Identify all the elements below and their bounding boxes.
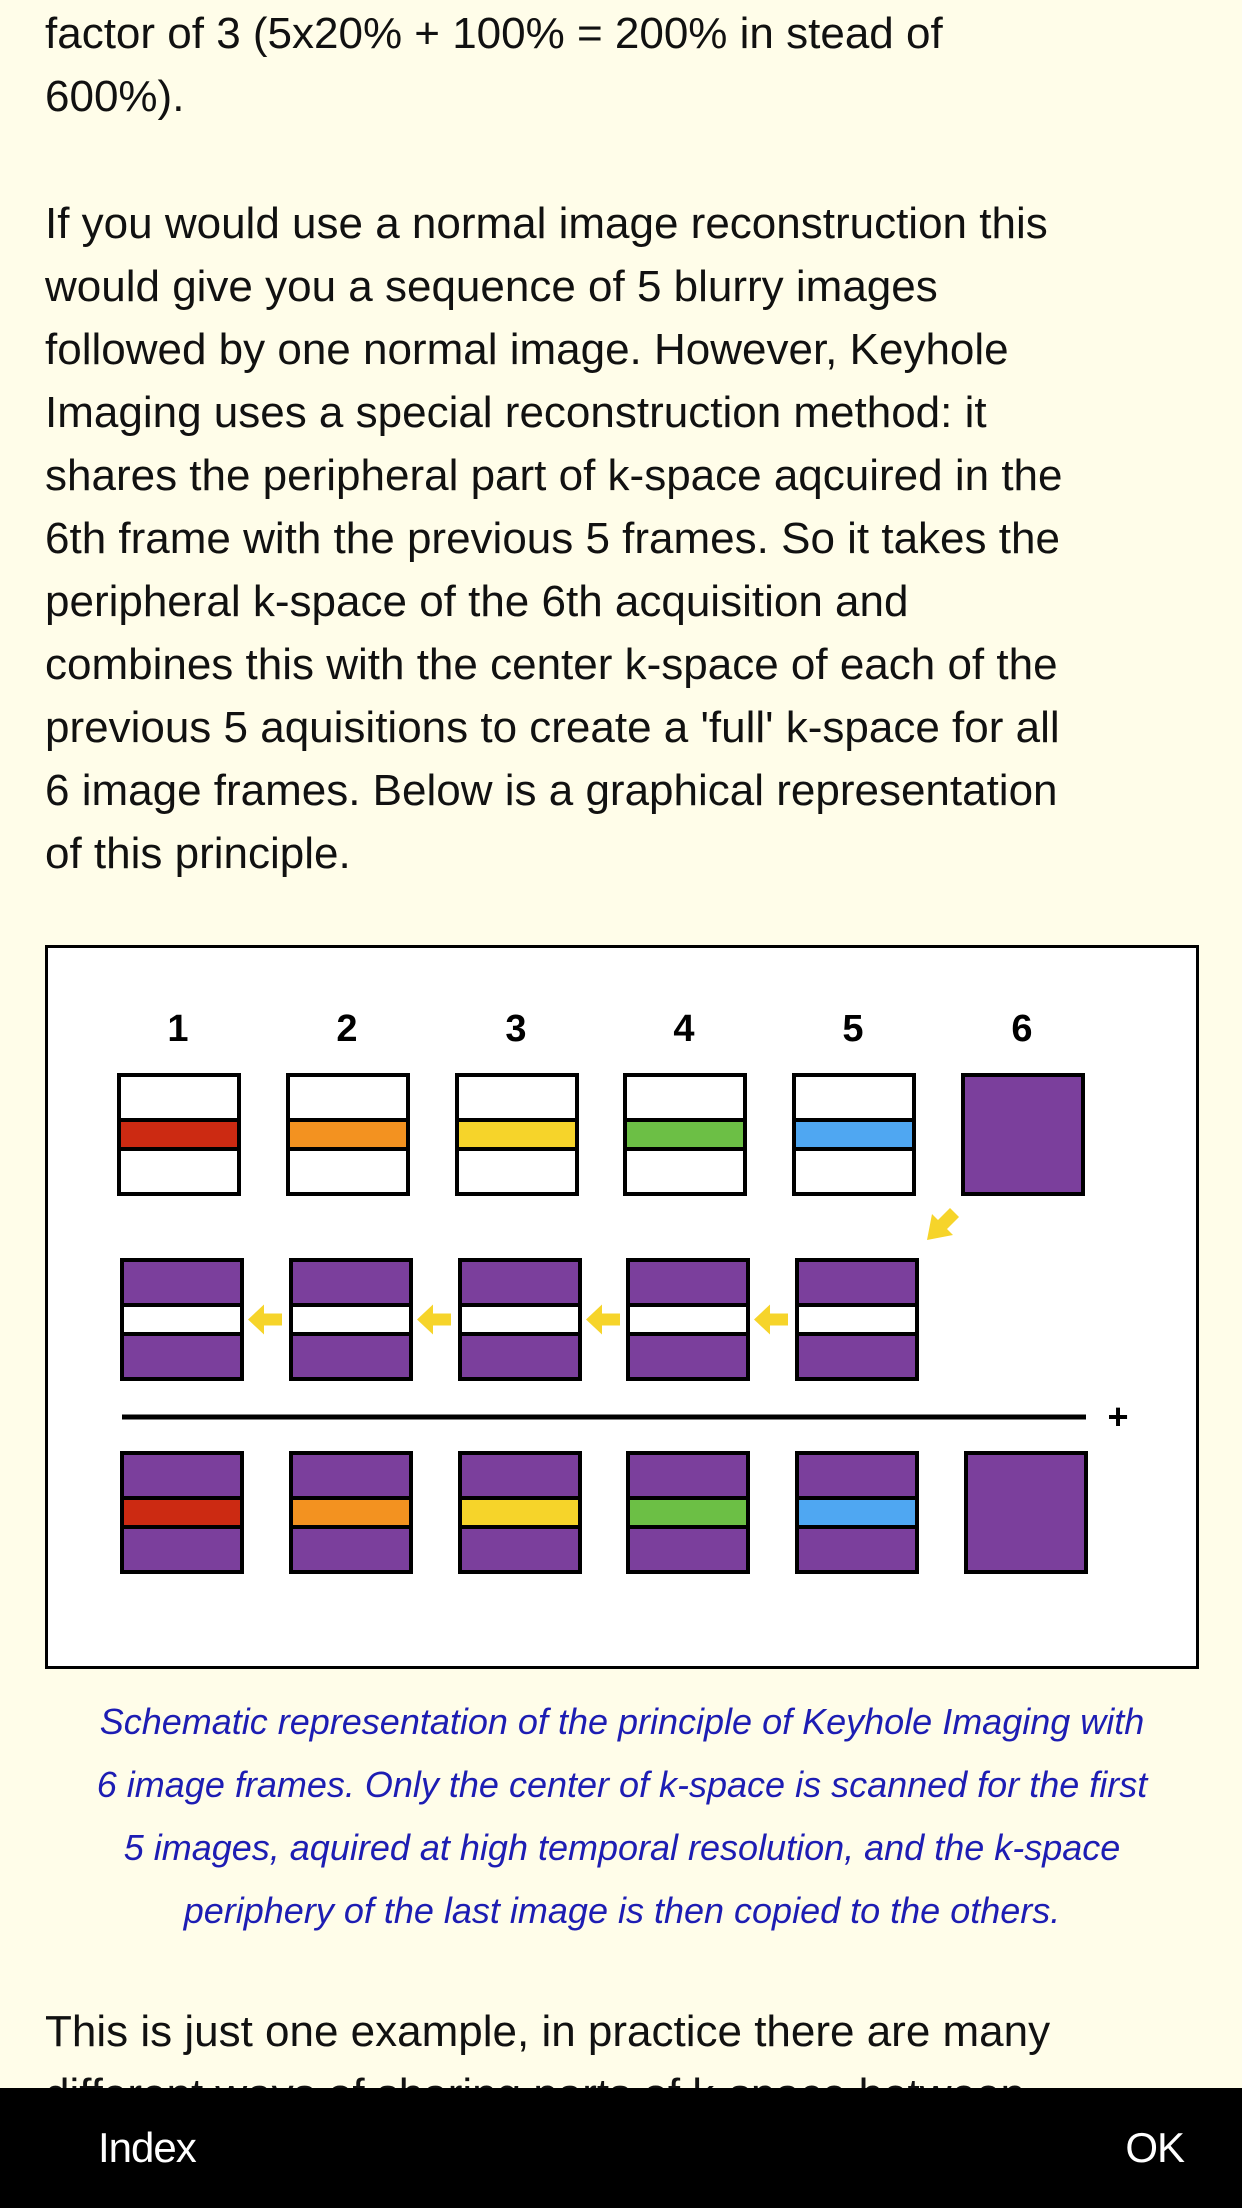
acquired-frame-5 <box>794 1075 914 1194</box>
acquired-frame-3 <box>457 1075 577 1194</box>
keyhole-diagram-figure <box>45 945 1199 1669</box>
reconstructed-frame-5 <box>797 1453 917 1572</box>
reconstructed-frame-2-center-band <box>291 1498 411 1527</box>
shared-periphery-4 <box>628 1260 748 1379</box>
reconstructed-frame-4-center-band <box>628 1498 748 1527</box>
reconstructed-frame-1 <box>122 1453 242 1572</box>
copy-arrow-4 <box>754 1305 788 1335</box>
shared-periphery-4-center-band <box>628 1305 748 1334</box>
frame-label-1: 1 <box>167 1008 189 1050</box>
shared-periphery-3-center-band <box>460 1305 580 1334</box>
acquired-frame-3-center-band <box>457 1120 577 1149</box>
reconstructed-frame-4 <box>628 1453 748 1572</box>
bottom-toolbar <box>0 2088 1242 2208</box>
acquired-frame-5-center-band <box>794 1120 914 1149</box>
copy-arrow-1 <box>248 1305 282 1335</box>
frame-label-2: 2 <box>336 1008 358 1050</box>
shared-periphery-2 <box>291 1260 411 1379</box>
frame-label-3: 3 <box>505 1008 527 1050</box>
acquired-frame-1 <box>119 1075 239 1194</box>
copy-arrow-from-frame-6 <box>927 1208 959 1240</box>
copy-arrow-2 <box>417 1305 451 1335</box>
acquired-frame-4-center-band <box>625 1120 745 1149</box>
reconstructed-frame-2 <box>291 1453 411 1572</box>
reconstructed-frame-1-center-band <box>122 1498 242 1527</box>
shared-periphery-3 <box>460 1260 580 1379</box>
acquired-frame-1-center-band <box>119 1120 239 1149</box>
acquired-frame-2-center-band <box>288 1120 408 1149</box>
shared-periphery-1 <box>122 1260 242 1379</box>
reconstructed-frame-3 <box>460 1453 580 1572</box>
reconstructed-frame-5-center-band <box>797 1498 917 1527</box>
copy-arrow-3 <box>586 1305 620 1335</box>
shared-periphery-2-center-band <box>291 1305 411 1334</box>
reconstructed-frame-6 <box>966 1453 1086 1572</box>
paragraph-outro: This is just one example, in practice there are many <box>45 2007 1051 2056</box>
ok-button[interactable]: OK <box>1125 2124 1184 2171</box>
figure-caption: Schematic representation of the principle of Keyhole Imaging with 6 image frames. Only the center of k-space is scanned for the first 5 images, aquired at high temporal resolution, and the k-space periphery of the last image is then copied to the others. <box>96 1701 1148 1931</box>
frame-label-5: 5 <box>842 1008 864 1050</box>
index-button[interactable]: Index <box>98 2124 196 2171</box>
keyhole-diagram <box>48 948 1196 1666</box>
paragraph-reconstruction: If you would use a normal image reconstruction this would give you a sequence of 5 blurry images followed by one normal image. However, Keyhole Imaging uses a special reconstruction method: it shares the peripheral part of k-space aqcuired in the 6th frame with the previous 5 frames. So it takes the peripheral k-space of the 6th acquisition and combines this with the center k-space of each of the previous 5 aquisitions to create a 'full' k-space for all 6 image frames. Below is a graphical representation of this principle. <box>45 199 1063 878</box>
acquired-frame-6-full <box>963 1075 1083 1194</box>
acquired-frame-2 <box>288 1075 408 1194</box>
frame-label-6: 6 <box>1011 1008 1033 1050</box>
shared-periphery-5-center-band <box>797 1305 917 1334</box>
reconstructed-frame-3-center-band <box>460 1498 580 1527</box>
shared-periphery-1-center-band <box>122 1305 242 1334</box>
plus-sign: + <box>1107 1396 1129 1437</box>
shared-periphery-5 <box>797 1260 917 1379</box>
paragraph-intro-end: factor of 3 (5x20% + 100% = 200% in stead of 600%). <box>45 9 943 121</box>
frame-label-4: 4 <box>673 1008 695 1050</box>
acquired-frame-4 <box>625 1075 745 1194</box>
